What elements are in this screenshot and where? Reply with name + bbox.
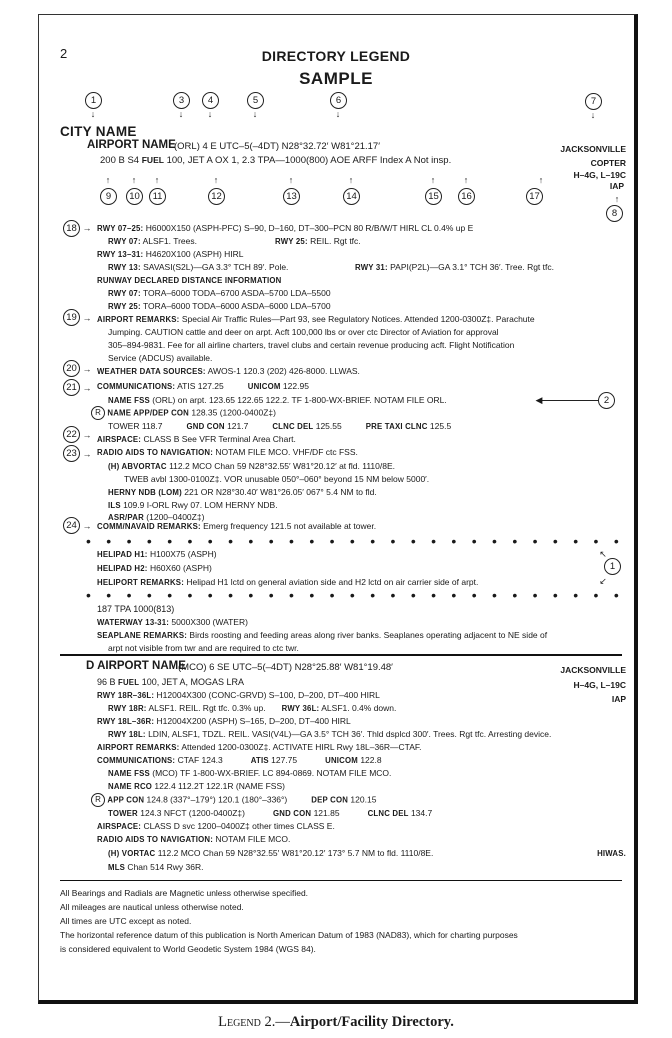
d-communications-label: COMMUNICATIONS: <box>97 756 176 765</box>
d-atis-label: ATIS <box>250 756 269 765</box>
left-arrow-icon: ◀ <box>535 395 543 405</box>
callout-1: 1 <box>85 92 102 109</box>
d-rwy-18r-36l-value: H12004X300 (CONC-GRVD) S–100, D–200, DT–400 HIRL <box>154 690 380 700</box>
callout-20: 20 <box>63 360 80 377</box>
app-dep-label: NAME APP/DEP CON <box>107 408 189 418</box>
up-arrow-icon: ↑ <box>430 175 436 185</box>
airport-remarks-2: Jumping. CAUTION cattle and deer on arpt. Acft 100,000 lbs or over ctc Director of Aviation for approval <box>108 327 499 337</box>
rdd-07-label: RWY 07: <box>108 289 141 298</box>
unicom-value: 122.95 <box>280 381 309 391</box>
right-arrow-icon: → <box>82 313 92 323</box>
herny-value: 221 OR N28°30.40′ W81°26.05′ 067° 5.4 NM to fld. <box>181 487 377 497</box>
chart-label: H–4G, L–19C <box>573 170 626 180</box>
asr-par-value: (1200–0400Z‡) <box>143 512 205 522</box>
up-arrow-icon: ↑ <box>154 175 160 185</box>
tweb-text: TWEB avbl 1300-0100Z‡. VOR unusable 050°–060° beyond 15 NM below 5000′. <box>124 474 430 484</box>
callout-2: 2 <box>598 392 615 409</box>
figure-caption <box>0 1014 672 1031</box>
down-arrow-icon: ↓ <box>90 109 96 119</box>
airport-remarks-1: Special Air Traffic Rules—Part 93, see Regulatory Notices. Attended 1200-0300Z‡. Parachute <box>179 314 535 324</box>
d-rco-value: 122.4 112.2T 122.1R (NAME FSS) <box>152 781 285 791</box>
d-radio-aids-label: RADIO AIDS TO NAVIGATION: <box>97 835 214 844</box>
callout-11: 11 <box>149 188 166 205</box>
app-dep-value: 128.35 (1200-0400Z‡) <box>189 407 276 418</box>
d-region-label: JACKSONVILLE <box>560 665 626 675</box>
d-rwy-18l-36r-label: RWY 18L–36R: <box>97 717 155 726</box>
page-subtitle: SAMPLE <box>299 69 373 88</box>
d-rwy-18l-label: RWY 18L: <box>108 730 146 739</box>
separator-dots: ••••••••••••••••••••••••••• <box>86 533 635 549</box>
gnd-label: GND CON <box>186 422 225 431</box>
region-label: JACKSONVILLE <box>560 144 626 154</box>
radar-r-icon: R <box>91 793 105 807</box>
asr-par-label: ASR/PAR <box>108 513 144 522</box>
ils-value: 109.9 I-ORL Rwy 07. LOM HERNY NDB. <box>120 500 278 510</box>
helipad-h2-label: HELIPAD H2: <box>97 564 148 573</box>
callout-23: 23 <box>63 445 80 462</box>
rdd-25-label: RWY 25: <box>108 302 141 311</box>
airport-remarks-4: Service (ADCUS) available. <box>108 353 213 363</box>
airspace-label: AIRSPACE: <box>97 435 142 444</box>
radar-r-icon: R <box>91 406 105 420</box>
helipad-h1-label: HELIPAD H1: <box>97 550 148 559</box>
seaplane-elev: 187 TPA 1000(813) <box>97 604 175 614</box>
d-app-con-label: APP CON <box>107 795 145 805</box>
footer-note-5: is considered equivalent to World Geodetic System 1984 (WGS 84). <box>60 944 316 954</box>
airport-name: AIRPORT NAME <box>87 139 176 151</box>
d-fss-value: (MCO) TF 1-800-WX-BRIEF. LC 894-0869. NOTAM FILE MCO. <box>149 768 392 778</box>
callout-9: 9 <box>100 188 117 205</box>
atis-value: ATIS 127.25 <box>175 381 224 391</box>
d-rwy-18r-label: RWY 18R: <box>108 704 147 713</box>
callout-1b: 1 <box>604 558 621 575</box>
callout-8: 8 <box>606 205 623 222</box>
rwy-07-value: ALSF1. Trees. <box>140 236 197 246</box>
diagonal-arrow-icon: ↙ <box>599 576 607 586</box>
d-airport-remarks-value: Attended 1200-0300Z‡. ACTIVATE HIRL Rwy 18L–36R—CTAF. <box>179 742 422 752</box>
tower-value: TOWER 118.7 <box>108 421 163 431</box>
waterway-value: 5000X300 (WATER) <box>169 617 248 627</box>
right-arrow-icon: → <box>82 223 92 233</box>
seaplane-remarks-2: arpt not visible from twr and are required to ctc twr. <box>108 643 299 653</box>
d-rwy-18r-36l-label: RWY 18R–36L: <box>97 691 155 700</box>
d-clnc-value: 134.7 <box>408 808 433 818</box>
down-arrow-icon: ↓ <box>590 110 596 120</box>
up-arrow-icon: ↑ <box>105 175 111 185</box>
leader-line <box>538 400 598 401</box>
footer-note-2: All mileages are nautical unless otherwise noted. <box>60 902 244 912</box>
airport-line-2b: 100, JET A OX 1, 2.3 TPA—1000(800) AOE ARFF Index A Not insp. <box>163 155 452 166</box>
right-arrow-icon: → <box>82 364 92 374</box>
rwy-31-label: RWY 31: <box>355 263 388 272</box>
d-fss-label: NAME FSS <box>108 769 150 778</box>
abvortac-label: (H) ABVORTAC <box>108 462 167 471</box>
callout-13: 13 <box>283 188 300 205</box>
weather-label: WEATHER DATA SOURCES: <box>97 367 206 376</box>
rdd-25-value: TORA–6000 TODA–6000 ASDA–6000 LDA–5700 <box>140 301 331 311</box>
d-atis-value: 127.75 <box>268 755 298 765</box>
airport-info: (ORL) 4 E UTC–5(–4DT) N28°32.72′ W81°21.17′ <box>174 141 380 152</box>
rwy-25-label: RWY 25: <box>275 237 308 246</box>
declared-distance-heading: RUNWAY DECLARED DISTANCE INFORMATION <box>97 276 282 285</box>
d-airport-name: D AIRPORT NAME <box>86 660 186 672</box>
rwy-1331-label: RWY 13–31: <box>97 250 144 259</box>
caption-number: 2.— <box>260 1014 290 1030</box>
unicom-label: UNICOM <box>247 382 281 391</box>
clnc-label: CLNC DEL <box>272 422 314 431</box>
footer-note-4: The horizontal reference datum of this publication is North American Datum of 1983 (NAD83), which for charting purposes <box>60 930 518 940</box>
diagonal-arrow-icon: ↖ <box>599 549 607 559</box>
d-rwy-36l-label: RWY 36L: <box>281 704 320 713</box>
helipad-h1-value: H100X75 (ASPH) <box>147 549 217 559</box>
seaplane-remarks-label: SEAPLANE REMARKS: <box>97 631 188 640</box>
down-arrow-icon: ↓ <box>207 109 213 119</box>
ils-label: ILS <box>108 501 121 510</box>
d-unicom-value: 122.8 <box>357 755 382 765</box>
up-arrow-icon: ↑ <box>538 175 544 185</box>
iap-label: IAP <box>609 181 624 191</box>
d-airspace-value: CLASS D svc 1200–0400Z‡ other times CLASS E. <box>141 821 335 831</box>
right-arrow-icon: → <box>82 449 92 459</box>
rwy-0725-value: H6000X150 (ASPH-PFC) S–90, D–160, DT–300–PCN 80 R/B/W/T HIRL CL 0.4% up E <box>143 223 474 233</box>
pre-taxi-value: 125.5 <box>427 421 452 431</box>
callout-24: 24 <box>63 517 80 534</box>
d-ctaf-value: CTAF 124.3 <box>175 755 223 765</box>
airport-remarks-label: AIRPORT REMARKS: <box>97 315 180 324</box>
comm-navaid-value: Emerg frequency 121.5 not available at tower. <box>200 521 377 531</box>
d-gnd-label: GND CON <box>272 809 312 818</box>
callout-7: 7 <box>585 93 602 110</box>
footer-divider <box>60 880 622 881</box>
gnd-value: 121.7 <box>224 421 249 431</box>
callout-12: 12 <box>208 188 225 205</box>
rwy-25-value: REIL. Rgt tfc. <box>307 236 361 246</box>
copter-label: COPTER <box>590 158 626 168</box>
callout-22: 22 <box>63 426 80 443</box>
callout-14: 14 <box>343 188 360 205</box>
right-arrow-icon: → <box>82 521 92 531</box>
d-rwy-18r-value: ALSF1. REIL. Rgt tfc. 0.3% up. <box>146 703 266 713</box>
callout-6: 6 <box>330 92 347 109</box>
airspace-value: CLASS B See VFR Terminal Area Chart. <box>141 434 296 444</box>
right-arrow-icon: → <box>82 430 92 440</box>
herny-label: HERNY NDB (LOM) <box>108 488 182 497</box>
d-airspace-label: AIRSPACE: <box>97 822 142 831</box>
pre-taxi-label: PRE TAXI CLNC <box>365 422 428 431</box>
fss-label: NAME FSS <box>108 396 150 405</box>
page-number: 2 <box>60 46 68 61</box>
fss-value: (ORL) on arpt. 123.65 122.65 122.2. TF 1-800-WX-BRIEF. NOTAM FILE ORL. <box>149 395 447 405</box>
callout-21: 21 <box>63 379 80 396</box>
callout-10: 10 <box>126 188 143 205</box>
d-radio-aids-value: NOTAM FILE MCO. <box>213 834 291 844</box>
weather-value: AWOS-1 120.3 (202) 426-8000. LLWAS. <box>205 366 360 376</box>
callout-15: 15 <box>425 188 442 205</box>
callout-16: 16 <box>458 188 475 205</box>
rwy-31-value: PAPI(P2L)—GA 3.1° TCH 36′. Tree. Rgt tfc. <box>387 262 554 272</box>
down-arrow-icon: ↓ <box>335 109 341 119</box>
down-arrow-icon: ↓ <box>178 109 184 119</box>
heliport-remarks-label: HELIPORT REMARKS: <box>97 578 184 587</box>
d-fuel-label: FUEL <box>118 678 140 687</box>
heliport-remarks-value: Helipad H1 lctd on general aviation side and H2 lctd on air carrier side of arpt. <box>184 577 479 587</box>
up-arrow-icon: ↑ <box>348 175 354 185</box>
divider <box>60 654 622 656</box>
d-tower-label: TOWER <box>108 809 138 818</box>
waterway-label: WATERWAY 13-31: <box>97 618 170 627</box>
d-unicom-label: UNICOM <box>325 756 358 765</box>
d-rco-label: NAME RCO <box>108 782 153 791</box>
rwy-13-value: SAVASI(S2L)—GA 3.3° TCH 89′. Pole. <box>140 262 289 272</box>
d-rwy-18l-36r-value: H12004X200 (ASPH) S–165, D–200, DT–400 HIRL <box>154 716 351 726</box>
airport-line-2 <box>100 155 451 166</box>
caption-text: Airport/Facility Directory. <box>289 1014 454 1030</box>
callout-5: 5 <box>247 92 264 109</box>
callout-3: 3 <box>173 92 190 109</box>
rwy-07-label: RWY 07: <box>108 237 141 246</box>
clnc-value: 125.55 <box>313 421 342 431</box>
rwy-0725-label: RWY 07–25: <box>97 224 144 233</box>
d-dep-con-label: DEP CON <box>311 795 349 805</box>
d-tower-value: 124.3 NFCT (1200-0400Z‡) <box>137 808 245 818</box>
callout-18: 18 <box>63 220 80 237</box>
d-dep-con-value: 120.15 <box>348 794 377 805</box>
d-rwy-18l-value: LDIN, ALSF1, TDZL. REIL. VASI(V4L)—GA 3.5° TCH 36′. Thld dsplcd 300′. Trees. Rgt tfc. Arresting device. <box>145 729 552 739</box>
d-line-2a: 96 B <box>97 677 119 687</box>
up-arrow-icon: ↑ <box>614 194 620 204</box>
airport-line-2a: 200 B S4 <box>100 155 142 166</box>
page-title: DIRECTORY LEGEND <box>261 48 411 64</box>
rwy-1331-value: H4620X100 (ASPH) HIRL <box>143 249 244 259</box>
up-arrow-icon: ↑ <box>213 175 219 185</box>
radio-aids-label: RADIO AIDS TO NAVIGATION: <box>97 448 214 457</box>
down-arrow-icon: ↓ <box>252 109 258 119</box>
d-hiwas-label: HIWAS. <box>597 849 626 858</box>
d-vortac-label: (H) VORTAC <box>108 849 156 858</box>
up-arrow-icon: ↑ <box>288 175 294 185</box>
city-name: CITY NAME <box>60 124 137 139</box>
seaplane-remarks-1: Birds roosting and feeding areas along river banks. Seaplanes operating adjacent to NE side of <box>187 630 548 640</box>
right-arrow-icon: → <box>82 383 92 393</box>
separator-dots: ••••••••••••••••••••••••••• <box>86 587 635 603</box>
caption-legend: Legend <box>218 1014 261 1030</box>
rdd-07-value: TORA–6000 TODA–6700 ASDA–5700 LDA–5500 <box>140 288 331 298</box>
d-iap-label: IAP <box>611 694 626 704</box>
d-clnc-label: CLNC DEL <box>367 809 409 818</box>
helipad-h2-value: H60X60 (ASPH) <box>147 563 212 573</box>
d-airport-info: (MCO) 6 SE UTC–5(–4DT) N28°25.88′ W81°19.48′ <box>178 662 393 673</box>
up-arrow-icon: ↑ <box>463 175 469 185</box>
radio-aids-value: NOTAM FILE MCO. VHF/DF ctc FSS. <box>213 447 358 457</box>
d-line-2b: 100, JET A, MOGAS LRA <box>139 677 245 687</box>
d-gnd-value: 121.85 <box>311 808 340 818</box>
abvortac-value: 112.2 MCO Chan 59 N28°32.55′ W81°20.12′ at fld. 1110/8E. <box>166 461 395 471</box>
rwy-13-label: RWY 13: <box>108 263 141 272</box>
d-app-con-value: 124.8 (337°–179°) 120.1 (180°–336°) <box>144 794 288 805</box>
d-vortac-value: 112.2 MCO Chan 59 N28°32.55′ W81°20.12′ 173° 5.7 NM to fld. 1110/8E. <box>155 848 434 858</box>
footer-note-1: All Bearings and Radials are Magnetic unless otherwise specified. <box>60 888 309 898</box>
airport-remarks-3: 305–894-9831. Fee for all airline charters, travel clubs and certain revenue producing acft. Flight Notification <box>108 340 515 350</box>
d-mls-value: Chan 514 Rwy 36R. <box>125 862 204 872</box>
d-airport-remarks-label: AIRPORT REMARKS: <box>97 743 180 752</box>
communications-label: COMMUNICATIONS: <box>97 382 176 391</box>
callout-17: 17 <box>526 188 543 205</box>
footer-note-3: All times are UTC except as noted. <box>60 916 192 926</box>
d-mls-label: MLS <box>108 863 126 872</box>
d-chart-label: H–4G, L–19C <box>573 680 626 690</box>
comm-navaid-label: COMM/NAVAID REMARKS: <box>97 522 201 531</box>
d-rwy-36l-value: ALSF1. 0.4% down. <box>319 703 397 713</box>
up-arrow-icon: ↑ <box>131 175 137 185</box>
callout-4: 4 <box>202 92 219 109</box>
callout-19: 19 <box>63 309 80 326</box>
fuel-label: FUEL <box>141 155 164 165</box>
